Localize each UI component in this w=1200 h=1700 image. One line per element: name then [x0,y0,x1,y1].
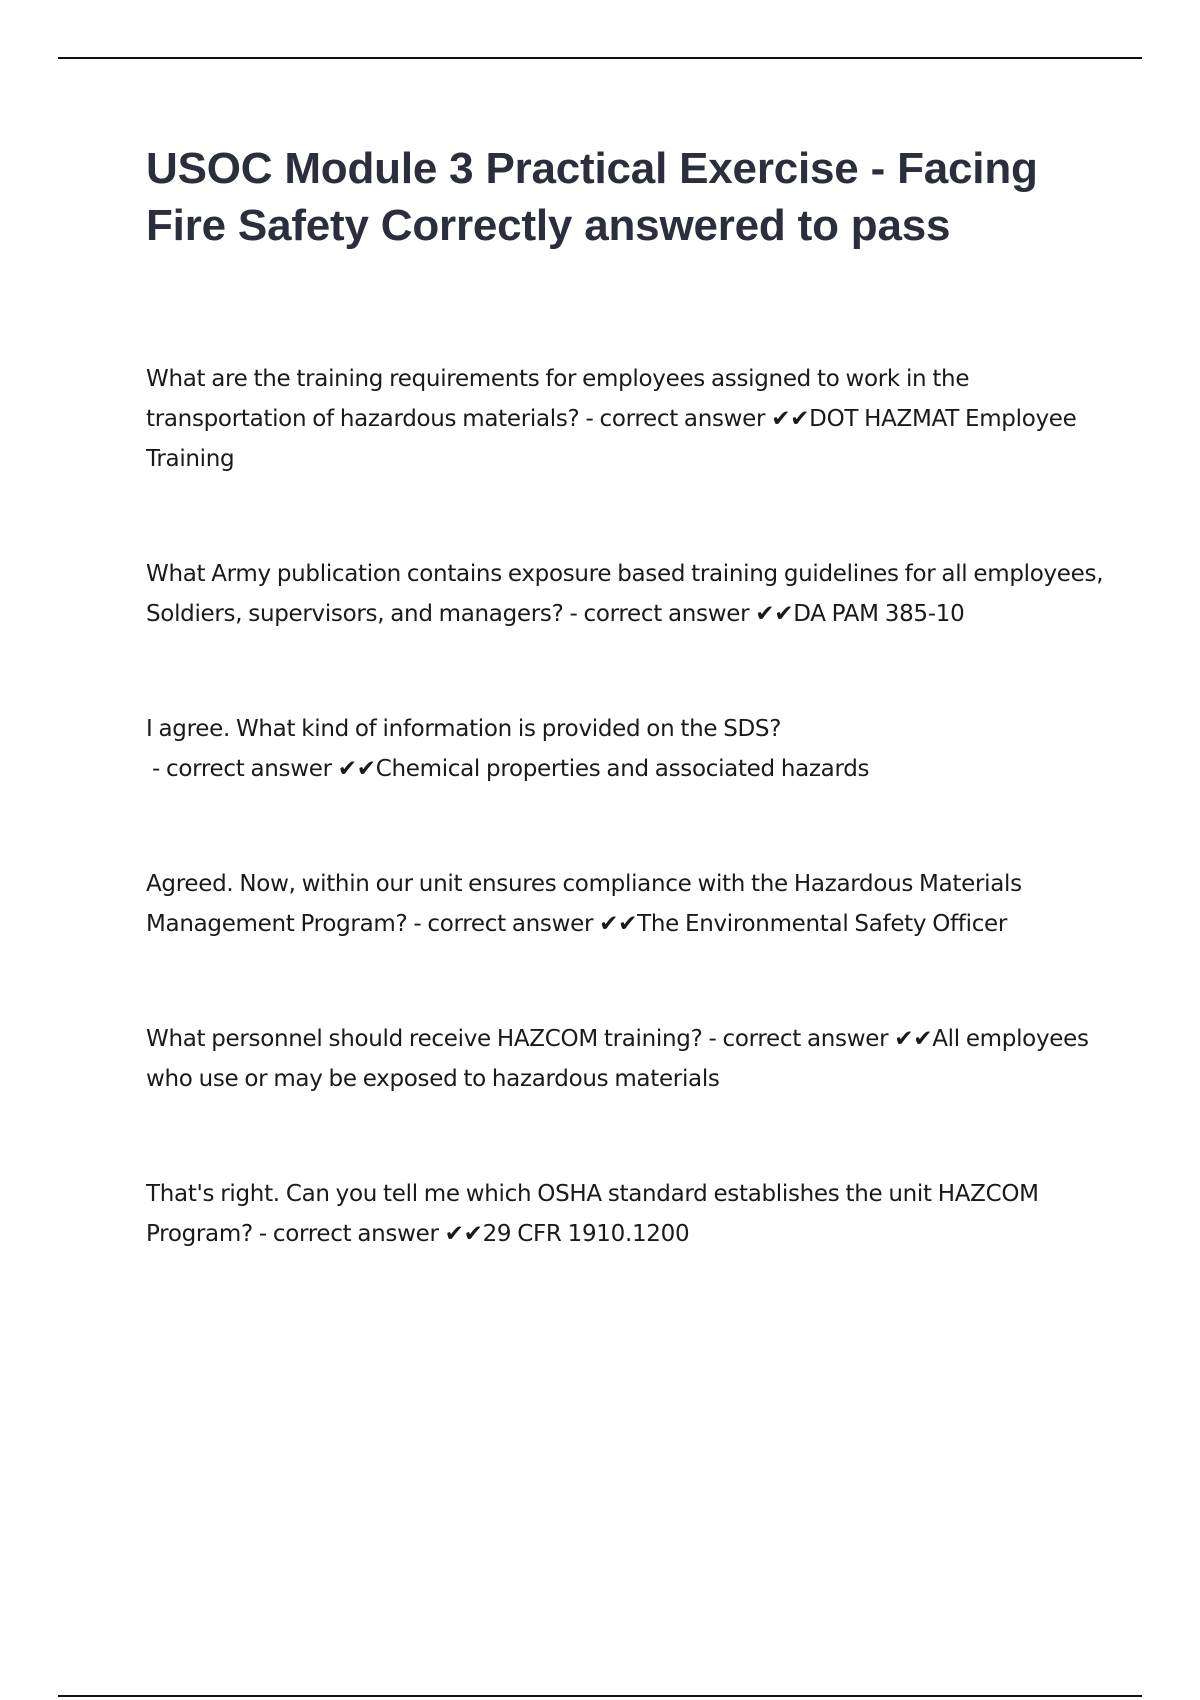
qa-item [146,1174,1106,1254]
answer-separator: - correct answer [407,911,600,937]
answer-text: Chemical properties and associated hazards [375,756,870,782]
answer-text: 29 CFR 1910.1200 [482,1221,690,1247]
top-divider [58,57,1142,59]
question-text: What are the training requirements for employees assigned to work in the transportation of hazardous materials? [146,366,970,432]
qa-item [146,709,1106,789]
document-body [146,140,1106,1329]
answer-text: DA PAM 385-10 [793,601,965,627]
question-text: I agree. What kind of information is provided on the SDS? [146,716,782,742]
answer-separator: - correct answer [579,406,772,432]
qa-item [146,359,1106,479]
checkmark-icon: ✔✔ [599,911,638,937]
qa-item [146,554,1106,634]
checkmark-icon: ✔✔ [894,1026,933,1052]
checkmark-icon: ✔✔ [337,756,376,782]
document-title: USOC Module 3 Practical Exercise - Facing Fire Safety Correctly answered to pass [146,144,1038,250]
question-text: What personnel should receive HAZCOM training? [146,1026,703,1052]
answer-separator: - correct answer [146,756,338,782]
answer-text: The Environmental Safety Officer [637,911,1008,937]
answer-text: DOT HAZMAT Employee Training [146,406,1077,472]
question-text: What Army publication contains exposure based training guidelines for all employees, Soldiers, supervisors, and managers? [146,561,1104,627]
checkmark-icon: ✔✔ [444,1221,483,1247]
qa-list [146,359,1106,1254]
bottom-divider [58,1695,1142,1697]
answer-separator: - correct answer [702,1026,895,1052]
checkmark-icon: ✔✔ [755,601,794,627]
answer-separator: - correct answer [563,601,756,627]
question-text: Agreed. Now, within our unit ensures compliance with the Hazardous Materials Management Program? [146,871,1022,937]
question-text: That's right. Can you tell me which OSHA standard establishes the unit HAZCOM Program? [146,1181,1039,1247]
checkmark-icon: ✔✔ [771,406,810,432]
answer-separator: - correct answer [252,1221,445,1247]
qa-item [146,864,1106,944]
answer-text: All employees who use or may be exposed to hazardous materials [146,1026,1089,1092]
qa-item [146,1019,1106,1099]
